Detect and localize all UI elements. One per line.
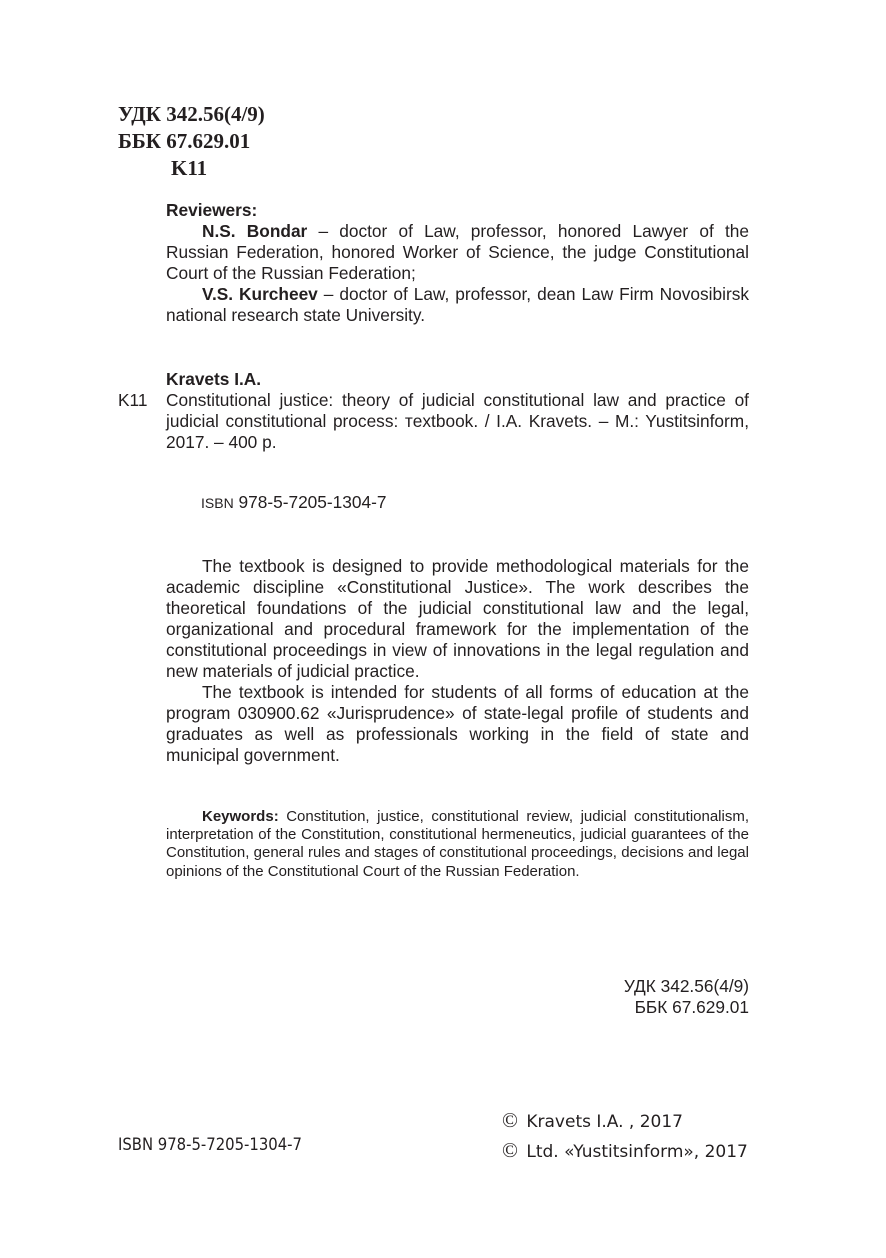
call-number: K11 xyxy=(118,390,148,410)
keywords-text: Constitution, justice, constitutional review, judicial constitutionalism, interpretation of the Constitution, constitutional hermeneutics, judicial guarantees of the Constitution, general rules and stages of constitutional proceedings, decisions and legal opinions of the Constitutional Court of the Russian Federation. xyxy=(166,808,750,880)
bbk-code: ББК 67.629.01 xyxy=(118,129,251,153)
isbn-bottom: ISBN 978-5-7205-1304-7 xyxy=(118,1135,302,1154)
copyright-text: Kravets I.A. , 2017 xyxy=(526,1112,684,1132)
reviewer-entry xyxy=(166,221,749,284)
author-mark: K11 xyxy=(171,156,208,180)
classification-codes-right xyxy=(560,976,749,1018)
udk-code: УДК 342.56(4/9) xyxy=(118,102,265,126)
reviewer-name: N.S. Bondar xyxy=(202,221,308,241)
abstract-paragraph: The textbook is intended for students of all forms of education at the program 030900.62 «Jurisprudence» of state-legal profile of students and graduates as well as professionals working in the field of state and municipal government. xyxy=(166,682,749,765)
copyright-block xyxy=(502,1106,748,1166)
udk-code-right: УДК 342.56(4/9) xyxy=(623,976,749,996)
reviewers-heading: Reviewers: xyxy=(166,200,258,220)
copyright-text: Ltd. «Yustitsinform», 2017 xyxy=(526,1142,748,1162)
copyright-icon: © xyxy=(502,1138,518,1162)
keywords-label: Keywords: xyxy=(202,808,279,825)
isbn-line xyxy=(201,492,386,514)
reviewer-entry xyxy=(166,284,749,326)
reviewer-description: – doctor of Law, professor, dean Law Firm Novosibirsk national research state University. xyxy=(166,284,749,325)
copyright-line xyxy=(502,1106,748,1136)
bbk-code-right: ББК 67.629.01 xyxy=(634,997,749,1017)
classification-codes xyxy=(118,101,265,182)
abstract-paragraph: The textbook is designed to provide methodological materials for the academic discipline «Constitutional Justice». The work describes the theoretical foundations of the judicial constitutional law and the legal, organizational and procedural framework for the implementation of the constitutional proceedings in view of innovations in the legal regulation and new materials of judicial practice. xyxy=(166,556,749,681)
reviewers-list xyxy=(166,221,749,326)
keywords-paragraph xyxy=(166,808,749,881)
reviewer-name: V.S. Kurcheev xyxy=(202,284,318,304)
bibliographic-description: Constitutional justice: theory of judicial constitutional law and practice of judicial constitutional process: тextbook. / I.A. Kravets. – M.: Yustitsinform, 2017. – 400 p. xyxy=(166,390,749,452)
author-heading: Kravets I.A. xyxy=(166,369,262,389)
copyright-icon: © xyxy=(502,1108,518,1132)
isbn-value: 978-5-7205-1304-7 xyxy=(238,492,387,512)
keywords xyxy=(166,808,749,881)
reviewer-description: – doctor of Law, professor, honored Lawyer of the Russian Federation, honored Worker of Science, the judge Constitutional Court of the Russian Federation; xyxy=(166,221,749,283)
abstract xyxy=(166,556,749,766)
isbn-label: ISBN xyxy=(201,495,234,511)
copyright-line xyxy=(502,1136,748,1166)
